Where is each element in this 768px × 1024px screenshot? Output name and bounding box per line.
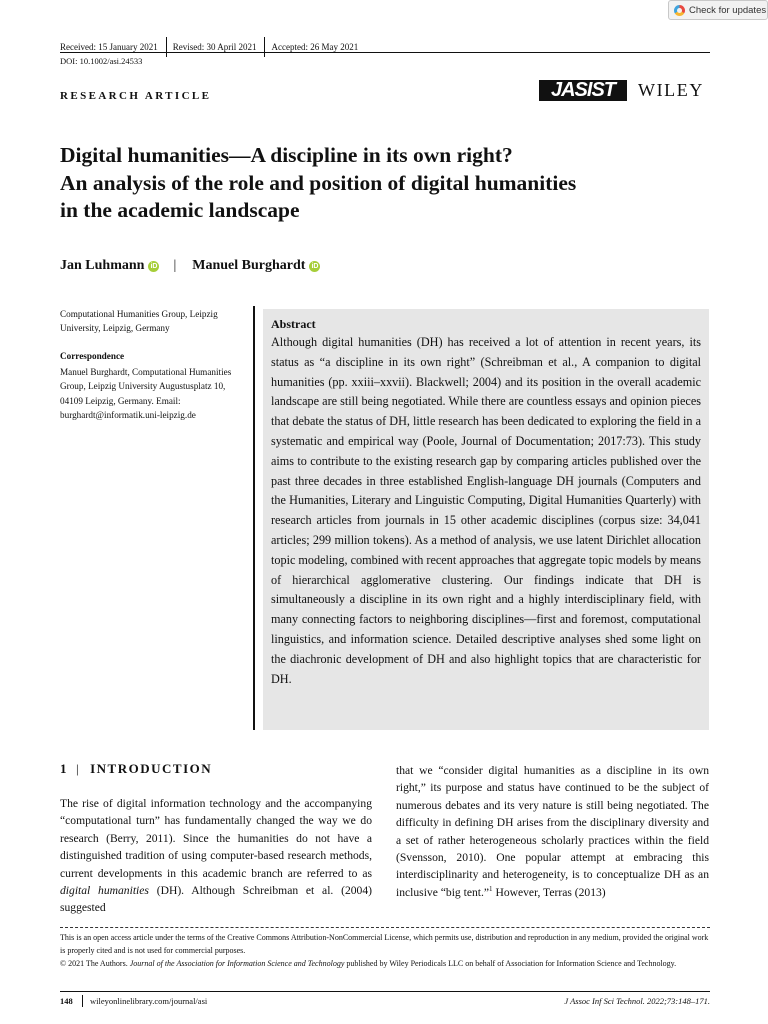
journal-name: Journal of the Association for Information Science and Technology	[129, 959, 345, 968]
page-number: 148	[60, 996, 73, 1006]
copyright-text: published by Wiley Periodicals LLC on behalf of Association for Information Science and Technology.	[344, 959, 677, 968]
check-for-updates-label: Check for updates	[689, 4, 767, 16]
journal-url-link[interactable]: wileyonlinelibrary.com/journal/asi	[90, 996, 208, 1006]
revised-date: Revised: 30 April 2021	[172, 42, 257, 52]
section-number: 1	[60, 761, 68, 776]
section-heading	[60, 761, 212, 777]
article-type: RESEARCH ARTICLE	[60, 90, 212, 102]
footer-rule	[60, 991, 710, 992]
author-list	[60, 258, 320, 274]
check-for-updates-button[interactable]	[668, 0, 768, 20]
license-notice: This is an open access article under the terms of the Creative Commons Attribution-NonCommercial License, which permits use, distribution and reproduction in any medium, provided the original work is properly cited and is not used for commercial purposes.	[60, 933, 709, 955]
crossmark-icon	[674, 5, 685, 16]
body-text: The rise of digital information technology and the accompanying “computational turn” has fundamentally changed the way we do research (Berry, 2011). Since the humanities do not have a distinguished tradition of using computer-based research methods, current developments in this academic branch are referred to as	[60, 797, 372, 880]
orcid-icon[interactable]: iD	[311, 262, 319, 270]
title-line: Digital humanities—A discipline in its own right?	[60, 143, 513, 167]
section-separator: |	[76, 761, 81, 776]
body-column-right	[396, 762, 709, 901]
title-line: An analysis of the role and position of digital humanities	[60, 170, 577, 195]
citation: J Assoc Inf Sci Technol. 2022;73:148–171.	[564, 996, 710, 1006]
page-footer	[60, 994, 710, 1008]
title-line: in the academic landscape	[60, 198, 300, 222]
section-title: INTRODUCTION	[90, 761, 213, 776]
footnote-marker[interactable]: 1	[489, 884, 493, 893]
accepted-date: Accepted: 26 May 2021	[271, 42, 359, 52]
correspondence-heading: Correspondence	[60, 351, 125, 361]
copyright-notice	[60, 957, 710, 970]
body-text: (DH). Although Schreibman et al. (2004) suggested	[60, 884, 372, 915]
jasist-logo: JASIST	[539, 80, 627, 101]
received-date: Received: 15 January 2021	[60, 42, 158, 52]
wiley-logo: WILEY	[638, 80, 704, 100]
body-text: that we “consider digital humanities as a discipline in its own right,” its purpose and status have continued to be the subject of numerous debates and its very nature is still being negotiated. The difficulty in defining DH arises from the disciplinary diversity and a set of rather heterogeneous scholarly practices within the field (Svensson, 2010). One popular attempt at embracing this interdisciplinarity and heterogeneity, is to conceptualize DH as an inclusive “big tent.”	[396, 764, 709, 899]
orcid-icon[interactable]: iD	[150, 262, 158, 270]
author-name[interactable]: Manuel Burghardt	[192, 258, 306, 273]
sidebar-rule	[253, 306, 255, 730]
footnote-rule	[60, 927, 710, 928]
correspondence-details: Manuel Burghardt, Computational Humanities Group, Leipzig University Augustusplatz 10, 04109 Leipzig, Germany. Email: burghardt@informatik.uni-leipzig.de	[60, 367, 232, 421]
date-separator	[264, 37, 265, 57]
author-separator: |	[173, 258, 177, 273]
doi: DOI: 10.1002/asi.24533	[60, 56, 143, 66]
copyright-text: © 2021 The Authors.	[60, 959, 130, 968]
affiliation: Computational Humanities Group, Leipzig University, Leipzig, Germany	[60, 309, 218, 334]
footer-separator	[82, 995, 83, 1007]
abstract-heading: Abstract	[271, 317, 316, 331]
date-separator	[166, 37, 167, 57]
article-dates	[60, 37, 366, 57]
abstract-text: Although digital humanities (DH) has received a lot of attention in recent years, its status as “a discipline in its own right” (Schreibman et al., A companion to digital humanities (pp. xxiii–xxvii). Blackwell; 2004) and its position in the overall academic landscape are still being negotiated. While there are countless essays and opinion pieces that debate the status of DH, little research has been dedicated to exploring the field in a systematic and empirical way (Poole, Journal of Documentation; 2017:73). This study aims to contribute to the existing research gap by comparing articles published over the past three decades in three established English-language DH journals (Computers and the Humanities, Literary and Linguistic Computing, Digital Humanities Quarterly) with research articles from journals in 15 other academic disciplines (corpus size: 34,041 articles; 299 million tokens). As a method of analysis, we use latent Dirichlet allocation topic modeling, combined with recent approaches that aggregate topic models by means of hierarchical agglomerative clustering. Our findings indicate that DH is simultaneously a discipline in its own right and a highly interdisciplinary field, with many connecting factors to neighboring disciplines—first and foremost, computational linguistics, and information science. Detailed descriptive analyses shed some light on the diachronic development of DH and also highlight topics that are characteristic for DH.	[271, 335, 701, 686]
header-rule	[60, 52, 710, 53]
article-title	[60, 142, 720, 225]
body-text: However, Terras (2013)	[492, 885, 606, 899]
author-name[interactable]: Jan Luhmann	[60, 258, 145, 273]
body-emphasis: digital humanities	[60, 884, 149, 898]
body-column-left	[60, 795, 372, 917]
